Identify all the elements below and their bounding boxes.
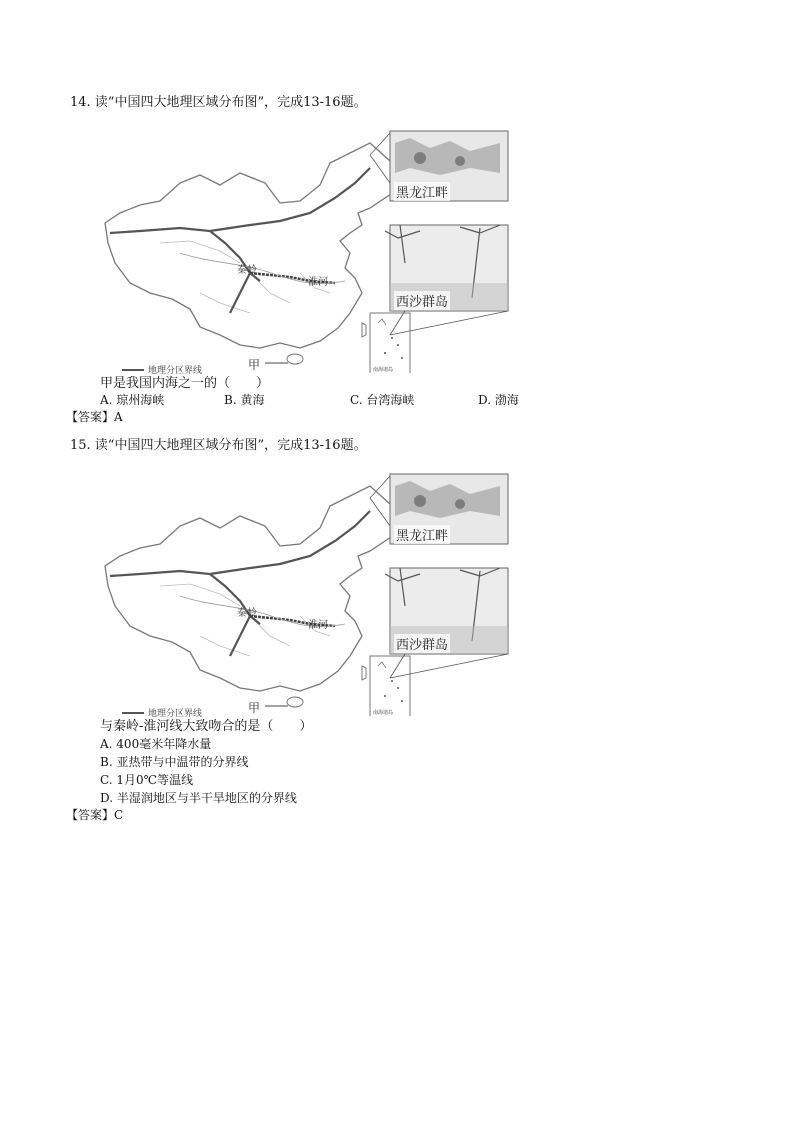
- map-label-huaihe: 淮河: [308, 620, 328, 631]
- answer: 【答案】A: [66, 410, 123, 424]
- photo-label-xisha: 西沙群岛: [394, 291, 450, 310]
- map-legend: [122, 363, 202, 376]
- map-label-qinling: 秦岭: [237, 608, 257, 619]
- map-legend: [122, 706, 202, 719]
- china-regions-map-figure: [100, 113, 520, 376]
- option-b: B. 亚热带与中温带的分界线: [100, 755, 249, 769]
- inset-label: 南海诸岛: [373, 367, 394, 373]
- legend-text: 地理分区界线: [148, 366, 203, 376]
- option-b: B. 黄海: [224, 393, 265, 407]
- question-header: 15. 读“中国四大地理区域分布图”，完成13-16题。: [70, 438, 367, 453]
- option-d: D. 半湿润地区与半干旱地区的分界线: [100, 791, 297, 805]
- option-c: C. 1月0℃等温线: [100, 773, 194, 787]
- option-c: C. 台湾海峡: [350, 393, 415, 407]
- china-regions-map-figure: [100, 456, 520, 719]
- map-label-jia: 甲: [248, 358, 261, 372]
- map-label-qinling: 秦岭: [237, 265, 257, 276]
- map-label-huaihe: 淮河: [308, 277, 328, 288]
- option-d: D. 渤海: [478, 393, 519, 407]
- legend-text: 地理分区界线: [148, 709, 203, 719]
- legend-line-symbol: [122, 712, 144, 714]
- photo-label-heilongjiang: 黑龙江畔: [394, 525, 450, 544]
- option-a: A. 400毫米年降水量: [100, 737, 212, 751]
- legend-line-symbol: [122, 369, 144, 371]
- question-stem: 与秦岭-淮河线大致吻合的是（ ）: [100, 719, 313, 734]
- option-a: A. 琼州海峡: [100, 393, 165, 407]
- photo-label-xisha: 西沙群岛: [394, 634, 450, 653]
- inset-label: 南海诸岛: [373, 710, 394, 716]
- china-map-illustration: [100, 456, 520, 716]
- map-label-jia: 甲: [248, 701, 261, 715]
- question-15: [66, 438, 730, 823]
- answer: 【答案】C: [66, 808, 124, 822]
- question-14: [66, 95, 730, 425]
- china-map-illustration: [100, 113, 520, 373]
- options-row: [100, 392, 730, 409]
- photo-label-heilongjiang: 黑龙江畔: [394, 182, 450, 201]
- question-header: 14. 读“中国四大地理区域分布图”，完成13-16题。: [70, 95, 367, 110]
- question-stem: 甲是我国内海之一的（ ）: [100, 376, 270, 391]
